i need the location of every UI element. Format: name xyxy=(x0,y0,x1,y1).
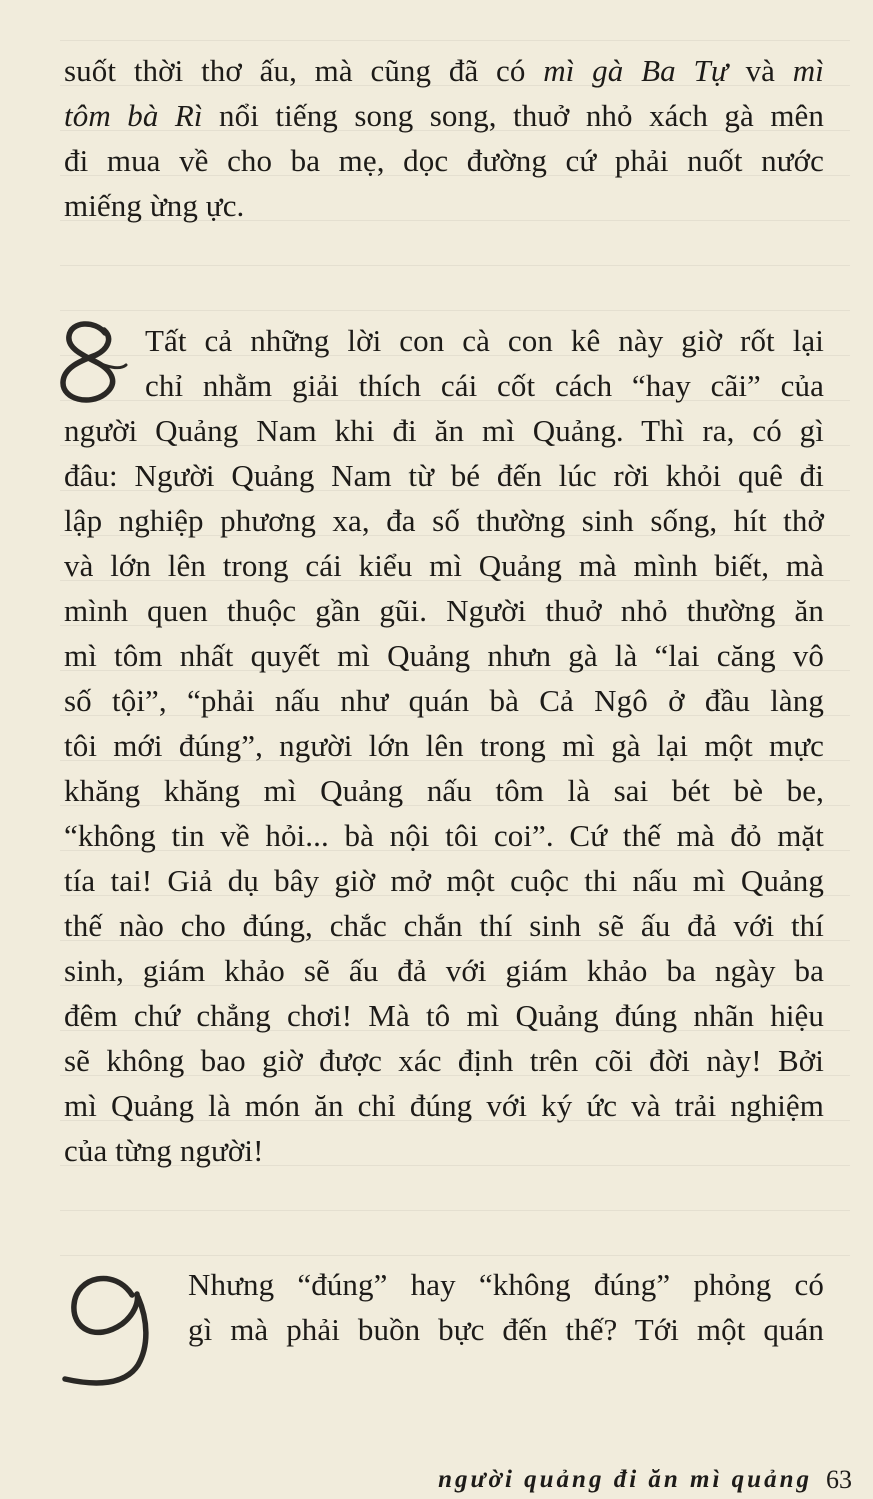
text-segment: và xyxy=(727,53,793,88)
section-8-line: lập nghiệp phương xa, đa số thường sinh sống, hít thở xyxy=(64,503,824,538)
running-footer-title: người quảng đi ăn mì quảng xyxy=(438,1466,812,1493)
paragraph-line xyxy=(64,48,824,93)
section-8-line: tía tai! Giả dụ bây giờ mở một cuộc thi nấu mì Quảng xyxy=(64,863,824,898)
section-8-line: sẽ không bao giờ được xác định trên cõi đời này! Bởi xyxy=(64,1043,824,1078)
section-8-line: mì tôm nhất quyết mì Quảng nhưn gà là “lai căng vô xyxy=(64,638,824,673)
section-8-line: Tất cả những lời con cà con kê này giờ rốt lại xyxy=(145,323,824,358)
section-8-line: mì Quảng là món ăn chỉ đúng với ký ức và trải nghiệm xyxy=(64,1088,824,1123)
section-8-line: chỉ nhằm giải thích cái cốt cách “hay cãi” của xyxy=(145,368,824,403)
section-8-line: của từng người! xyxy=(64,1133,264,1168)
section-8-line: sinh, giám khảo sẽ ấu đả với giám khảo ba ngày ba xyxy=(64,953,824,988)
section-8-line: và lớn lên trong cái kiểu mì Quảng mà mình biết, mà xyxy=(64,548,824,583)
section-8-line: số tội”, “phải nấu như quán bà Cả Ngô ở đầu làng xyxy=(64,683,824,718)
section-8-line: “không tin về hỏi... bà nội tôi coi”. Cứ thế mà đỏ mặt xyxy=(64,818,824,853)
section-8-line: khăng khăng mì Quảng nấu tôm là sai bét bè be, xyxy=(64,773,824,808)
italic-phrase: mì xyxy=(792,53,824,88)
section-8-line: mình quen thuộc gần gũi. Người thuở nhỏ thường ăn xyxy=(64,593,824,628)
section-8-line: đêm chứ chẳng chơi! Mà tô mì Quảng đúng nhãn hiệu xyxy=(64,998,824,1033)
section-9-line: Nhưng “đúng” hay “không đúng” phỏng có xyxy=(188,1267,824,1302)
section-8-line: thế nào cho đúng, chắc chắn thí sinh sẽ ấu đả với thí xyxy=(64,908,824,943)
section-number-9 xyxy=(62,1262,172,1394)
paragraph-line: đi mua về cho ba mẹ, dọc đường cứ phải nuốt nước xyxy=(64,143,824,178)
italic-phrase: tôm bà Rì xyxy=(64,98,203,133)
text-segment: nổi tiếng song song, thuở nhỏ xách gà mên xyxy=(202,98,824,133)
paragraph-line xyxy=(64,93,824,138)
section-8-line: đâu: Người Quảng Nam từ bé đến lúc rời khỏi quê đi xyxy=(64,458,824,493)
section-9-line: gì mà phải buồn bực đến thế? Tới một quán xyxy=(188,1312,824,1347)
section-8-line: tôi mới đúng”, người lớn lên trong mì gà lại một mực xyxy=(64,728,824,763)
section-8-line: người Quảng Nam khi đi ăn mì Quảng. Thì ra, có gì xyxy=(64,413,824,448)
italic-phrase: mì gà Ba Tự xyxy=(543,53,728,88)
paragraph-line: miếng ừng ực. xyxy=(64,188,245,223)
page-number: 63 xyxy=(826,1465,852,1494)
text-segment: suốt thời thơ ấu, mà cũng đã có xyxy=(64,53,544,88)
section-number-8 xyxy=(56,318,130,408)
